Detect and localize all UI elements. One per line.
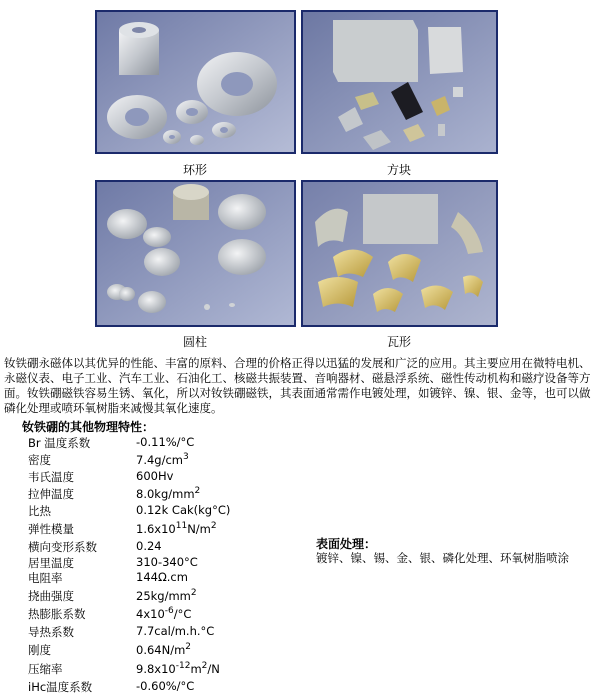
block-magnets-photo xyxy=(301,10,498,154)
surface-treatment-text: 镀锌、镍、锡、金、银、磷化处理、环氧树脂喷涂 xyxy=(316,551,569,565)
intro-paragraph: 钕铁硼永磁体以其优异的性能、丰富的原料、合理的价格正得以迅猛的发展和广泛的应用。其主要应用在微特电机、永磁仪表、电子工业、汽车工业、石油化工、核磁共振装置、音响器材、磁悬浮系统、磁性传动机构和磁疗设备等方面。钕铁硼磁铁容易生锈、氧化，所以对钕铁硼磁铁，其表面通常需作电镀处理，如镀锌、镍、银、金等，也可以做磷化处理或喷环氧树脂来减慢其氧化速度。 xyxy=(4,356,591,415)
cylinder-magnets-photo xyxy=(95,180,296,327)
gallery-caption-cylinder: 圆柱 xyxy=(182,335,207,349)
gallery-caption-ring: 环形 xyxy=(182,163,207,177)
properties-heading: 钕铁硼的其他物理特性： xyxy=(22,420,155,434)
gallery-caption-block: 方块 xyxy=(386,163,411,177)
surface-treatment-title: 表面处理： xyxy=(316,537,377,551)
ring-magnets-photo xyxy=(95,10,296,154)
gallery-caption-arc: 瓦形 xyxy=(386,335,411,349)
arc-magnets-photo xyxy=(301,180,498,327)
